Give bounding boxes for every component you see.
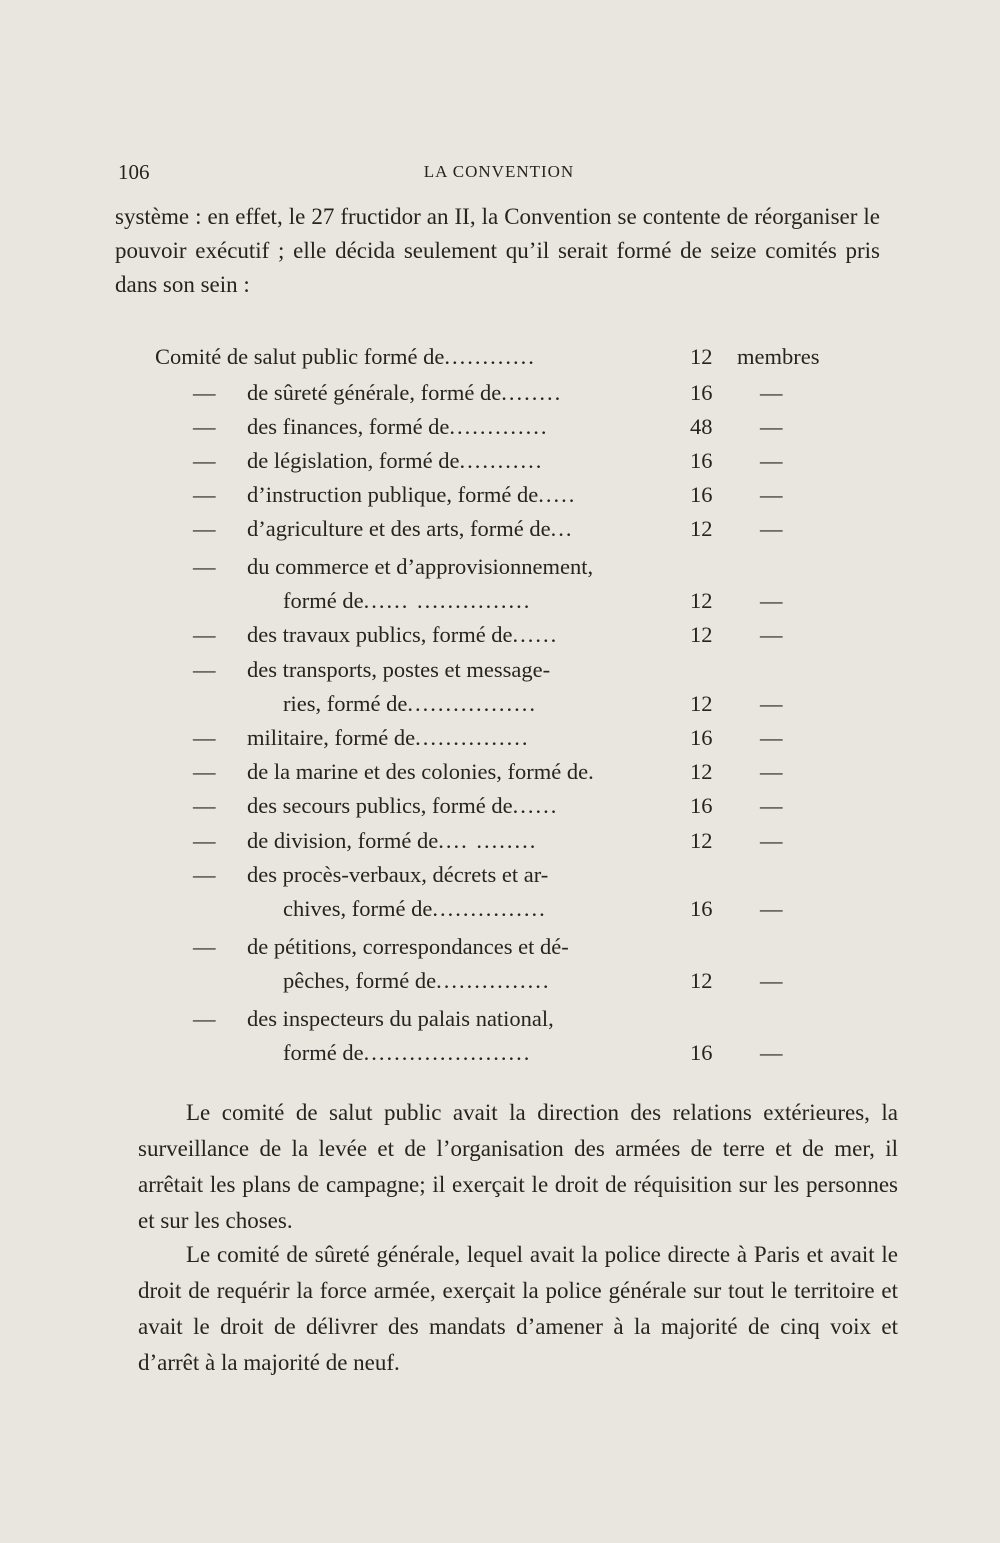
committee-label-text: d’instruction publique, formé de	[247, 482, 539, 507]
leader-dots: .... ........	[438, 828, 538, 853]
page-number: 106	[118, 160, 150, 184]
leader-dots: ...... ...............	[363, 588, 532, 613]
committee-row	[155, 550, 845, 584]
member-unit: —	[760, 1040, 783, 1065]
leader-dots: ......	[512, 622, 559, 647]
ditto-dash: —	[193, 725, 216, 750]
committee-label-text: pêches, formé de	[283, 968, 437, 993]
leader-dots: ......................	[363, 1040, 532, 1065]
leader-dots: ...............	[432, 896, 547, 921]
committee-row	[155, 512, 845, 546]
member-count: 12	[690, 828, 713, 853]
committee-row	[155, 1002, 845, 1036]
committee-label	[247, 653, 677, 687]
committee-label	[247, 512, 677, 546]
ditto-dash: —	[193, 554, 216, 579]
committee-label-text: des finances, formé de	[247, 414, 450, 439]
committee-row	[155, 964, 845, 998]
committee-label-text: Comité de salut public formé de	[155, 344, 445, 369]
committee-row	[155, 930, 845, 964]
member-unit: —	[760, 759, 783, 784]
committee-label	[283, 964, 677, 998]
committee-label	[283, 584, 677, 618]
member-count: 16	[690, 482, 713, 507]
committee-label-text: de pétitions, correspondances et dé-	[247, 934, 569, 959]
committee-label-text: des inspecteurs du palais national,	[247, 1006, 554, 1031]
committee-label	[247, 930, 677, 964]
member-count: 12	[690, 622, 713, 647]
member-count: 12	[690, 588, 713, 613]
member-unit: —	[760, 793, 783, 818]
member-unit: membres	[737, 344, 820, 369]
ditto-dash: —	[193, 862, 216, 887]
running-head	[118, 160, 880, 190]
committee-row	[155, 1036, 845, 1070]
committee-row	[155, 721, 845, 755]
leader-dots: ......	[512, 793, 559, 818]
leader-dots: ...............	[415, 725, 530, 750]
committee-row	[155, 824, 845, 858]
committee-label-text: des secours publics, formé de	[247, 793, 513, 818]
ditto-dash: —	[193, 793, 216, 818]
running-title: LA CONVENTION	[423, 162, 575, 181]
committee-label-text: chives, formé de	[283, 896, 433, 921]
committee-row	[155, 618, 845, 652]
committee-label-text: de législation, formé de	[247, 448, 460, 473]
committee-label	[247, 376, 677, 410]
committee-label	[247, 444, 677, 478]
member-unit: —	[760, 828, 783, 853]
committee-label	[247, 618, 677, 652]
committee-label-text: de division, formé de	[247, 828, 439, 853]
committee-label-text: de la marine et des colonies, formé de.	[247, 759, 594, 784]
ditto-dash: —	[193, 380, 216, 405]
ditto-dash: —	[193, 448, 216, 473]
committee-label-text: militaire, formé de	[247, 725, 416, 750]
committee-label-text: des travaux publics, formé de	[247, 622, 513, 647]
paragraph-surete-generale: Le comité de sûreté générale, lequel avait la police directe à Paris et avait le droit de requérir la force armée, exerçait la police générale sur tout le territoire et avait le droit de délivrer des mandats d’amener à la majorité de cinq voix et d’arrêt à la majorité de neuf.	[138, 1242, 898, 1375]
leader-dots: ...........	[459, 448, 544, 473]
member-unit: —	[760, 968, 783, 993]
ditto-dash: —	[193, 516, 216, 541]
member-unit: —	[760, 482, 783, 507]
leader-dots: ............	[444, 344, 536, 369]
committee-label	[247, 721, 677, 755]
leader-dots: ........	[501, 380, 563, 405]
ditto-dash: —	[193, 1006, 216, 1031]
member-unit: —	[760, 622, 783, 647]
committee-row	[155, 858, 845, 892]
committee-row	[155, 444, 845, 478]
committee-label	[247, 478, 677, 512]
ditto-dash: —	[193, 622, 216, 647]
committee-label	[247, 550, 677, 584]
member-unit: —	[760, 725, 783, 750]
committee-row	[155, 653, 845, 687]
member-count: 12	[690, 516, 713, 541]
committee-row	[155, 892, 845, 926]
paragraph-salut-public: Le comité de salut public avait la direction des relations extérieures, la surveillance de la levée et de l’organisation des armées de terre et de mer, il arrêtait les plans de campagne; il exerçait le droit de réquisition sur les personnes et sur les choses.	[138, 1100, 898, 1233]
member-count: 48	[690, 414, 713, 439]
member-unit: —	[760, 516, 783, 541]
committee-label-text: du commerce et d’approvisionnement,	[247, 554, 594, 579]
committee-label	[247, 755, 677, 789]
committee-label	[247, 410, 677, 444]
committee-label	[247, 824, 677, 858]
member-count: 16	[690, 1040, 713, 1065]
leader-dots: ...	[550, 516, 574, 541]
committee-label-text: formé de	[283, 1040, 364, 1065]
ditto-dash: —	[193, 934, 216, 959]
member-unit: —	[760, 448, 783, 473]
member-count: 16	[690, 896, 713, 921]
committee-label-text: des transports, postes et message-	[247, 657, 551, 682]
committee-row	[155, 376, 845, 410]
member-unit: —	[760, 896, 783, 921]
leader-dots: .....	[538, 482, 577, 507]
committee-label-text: d’agriculture et des arts, formé de	[247, 516, 551, 541]
committee-label-text: des procès-verbaux, décrets et ar-	[247, 862, 549, 887]
committee-label	[283, 892, 677, 926]
member-count: 12	[690, 968, 713, 993]
committee-row	[155, 789, 845, 823]
intro-paragraph: système : en effet, le 27 fructidor an II, la Convention se contente de réorganiser le pouvoir exécutif ; elle décida seulement qu’il serait formé de seize comités pris dans son sein :	[115, 204, 880, 297]
member-count: 16	[690, 725, 713, 750]
member-count: 16	[690, 793, 713, 818]
ditto-dash: —	[193, 828, 216, 853]
committee-label	[283, 1036, 677, 1070]
member-unit: —	[760, 414, 783, 439]
member-count: 16	[690, 448, 713, 473]
member-count: 12	[690, 759, 713, 784]
member-unit: —	[760, 588, 783, 613]
committee-label-text: de sûreté générale, formé de	[247, 380, 502, 405]
committee-label	[247, 789, 677, 823]
committee-row	[155, 478, 845, 512]
committee-row	[155, 584, 845, 618]
ditto-dash: —	[193, 482, 216, 507]
ditto-dash: —	[193, 759, 216, 784]
committee-label-text: formé de	[283, 588, 364, 613]
member-count: 16	[690, 380, 713, 405]
member-count: 12	[690, 344, 713, 369]
ditto-dash: —	[193, 414, 216, 439]
member-count: 12	[690, 691, 713, 716]
ditto-dash: —	[193, 657, 216, 682]
committee-row	[155, 340, 845, 374]
committee-row	[155, 755, 845, 789]
committee-label-text: ries, formé de	[283, 691, 408, 716]
leader-dots: .............	[449, 414, 549, 439]
committee-label	[247, 1002, 677, 1036]
member-unit: —	[760, 380, 783, 405]
member-unit: —	[760, 691, 783, 716]
committee-row	[155, 410, 845, 444]
leader-dots: ...............	[436, 968, 551, 993]
committee-label	[247, 858, 677, 892]
committee-label	[155, 340, 677, 374]
committee-row	[155, 687, 845, 721]
committee-label	[283, 687, 677, 721]
leader-dots: .................	[407, 691, 537, 716]
